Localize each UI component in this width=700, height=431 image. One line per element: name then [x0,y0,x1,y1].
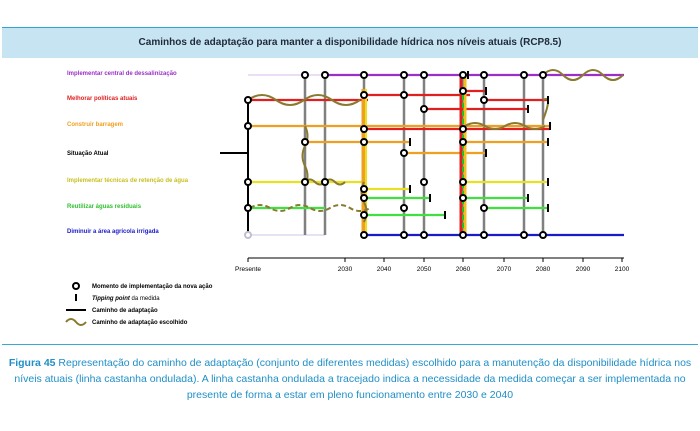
legend-chosen-path-icon [66,319,86,325]
legend-node-icon [73,283,79,289]
figure-caption [8,355,692,403]
measure-label-irrigation: Diminuir a área agrícola irrigada [67,229,159,235]
time-axis [235,258,630,273]
axis-tick: 2080 [535,266,551,273]
page-title: Caminhos de adaptação para manter a disponibilidade hídrica nos níveis atuais (RCP8.5) [138,37,562,48]
axis-tick: 2040 [376,266,392,273]
axis-tick: 2090 [575,266,591,273]
header-band [2,27,698,58]
current-situation-branch [220,97,248,235]
axis-tick-present: Presente [234,266,262,273]
adaptation-pathways-diagram [0,57,700,344]
axis-tick: 2030 [337,266,353,273]
caption-text: Representação do caminho de adaptação (conjunto de diferentes medidas) escolhido para a manutenção da disponibilidade hídrica nos níveis atuais (linha castanha ondulada). A linha castanha ondulada a tracejado indica a necessidade da medida começar a ser implementada no presente de forma a estar em pleno funcionamento entre 2030 e 2040 [14,357,692,401]
measure-label-desalination: Implementar central de dessalinização [67,71,177,77]
axis-tick: 2100 [614,266,630,273]
figure-number: Figura 45 [8,357,56,369]
axis-tick: 2070 [496,266,512,273]
measure-label-reuse: Reutilizar águas residuais [67,204,142,210]
legend-tipping-point: Tipping point da medida [92,296,160,302]
implementation-nodes [245,72,546,238]
measure-labels [67,71,189,235]
legend-chosen-path: Caminho de adaptação escolhido [92,320,188,326]
caption-divider [2,344,698,345]
legend-path: Caminho de adaptação [92,308,158,314]
axis-tick: 2050 [416,266,432,273]
axis-tick: 2060 [455,266,471,273]
measure-label-current: Situação Atual [67,151,109,157]
measure-label-dam: Construir barragem [67,122,124,128]
tipping-points [410,71,550,219]
highlight-bands [364,77,465,235]
measure-label-policies: Melhorar políticas atuais [67,96,138,102]
legend [66,283,213,326]
measure-label-retention: Implementar técnicas de retenção de água [67,178,189,184]
legend-implementation: Momento de implementação da nova ação [92,284,213,290]
